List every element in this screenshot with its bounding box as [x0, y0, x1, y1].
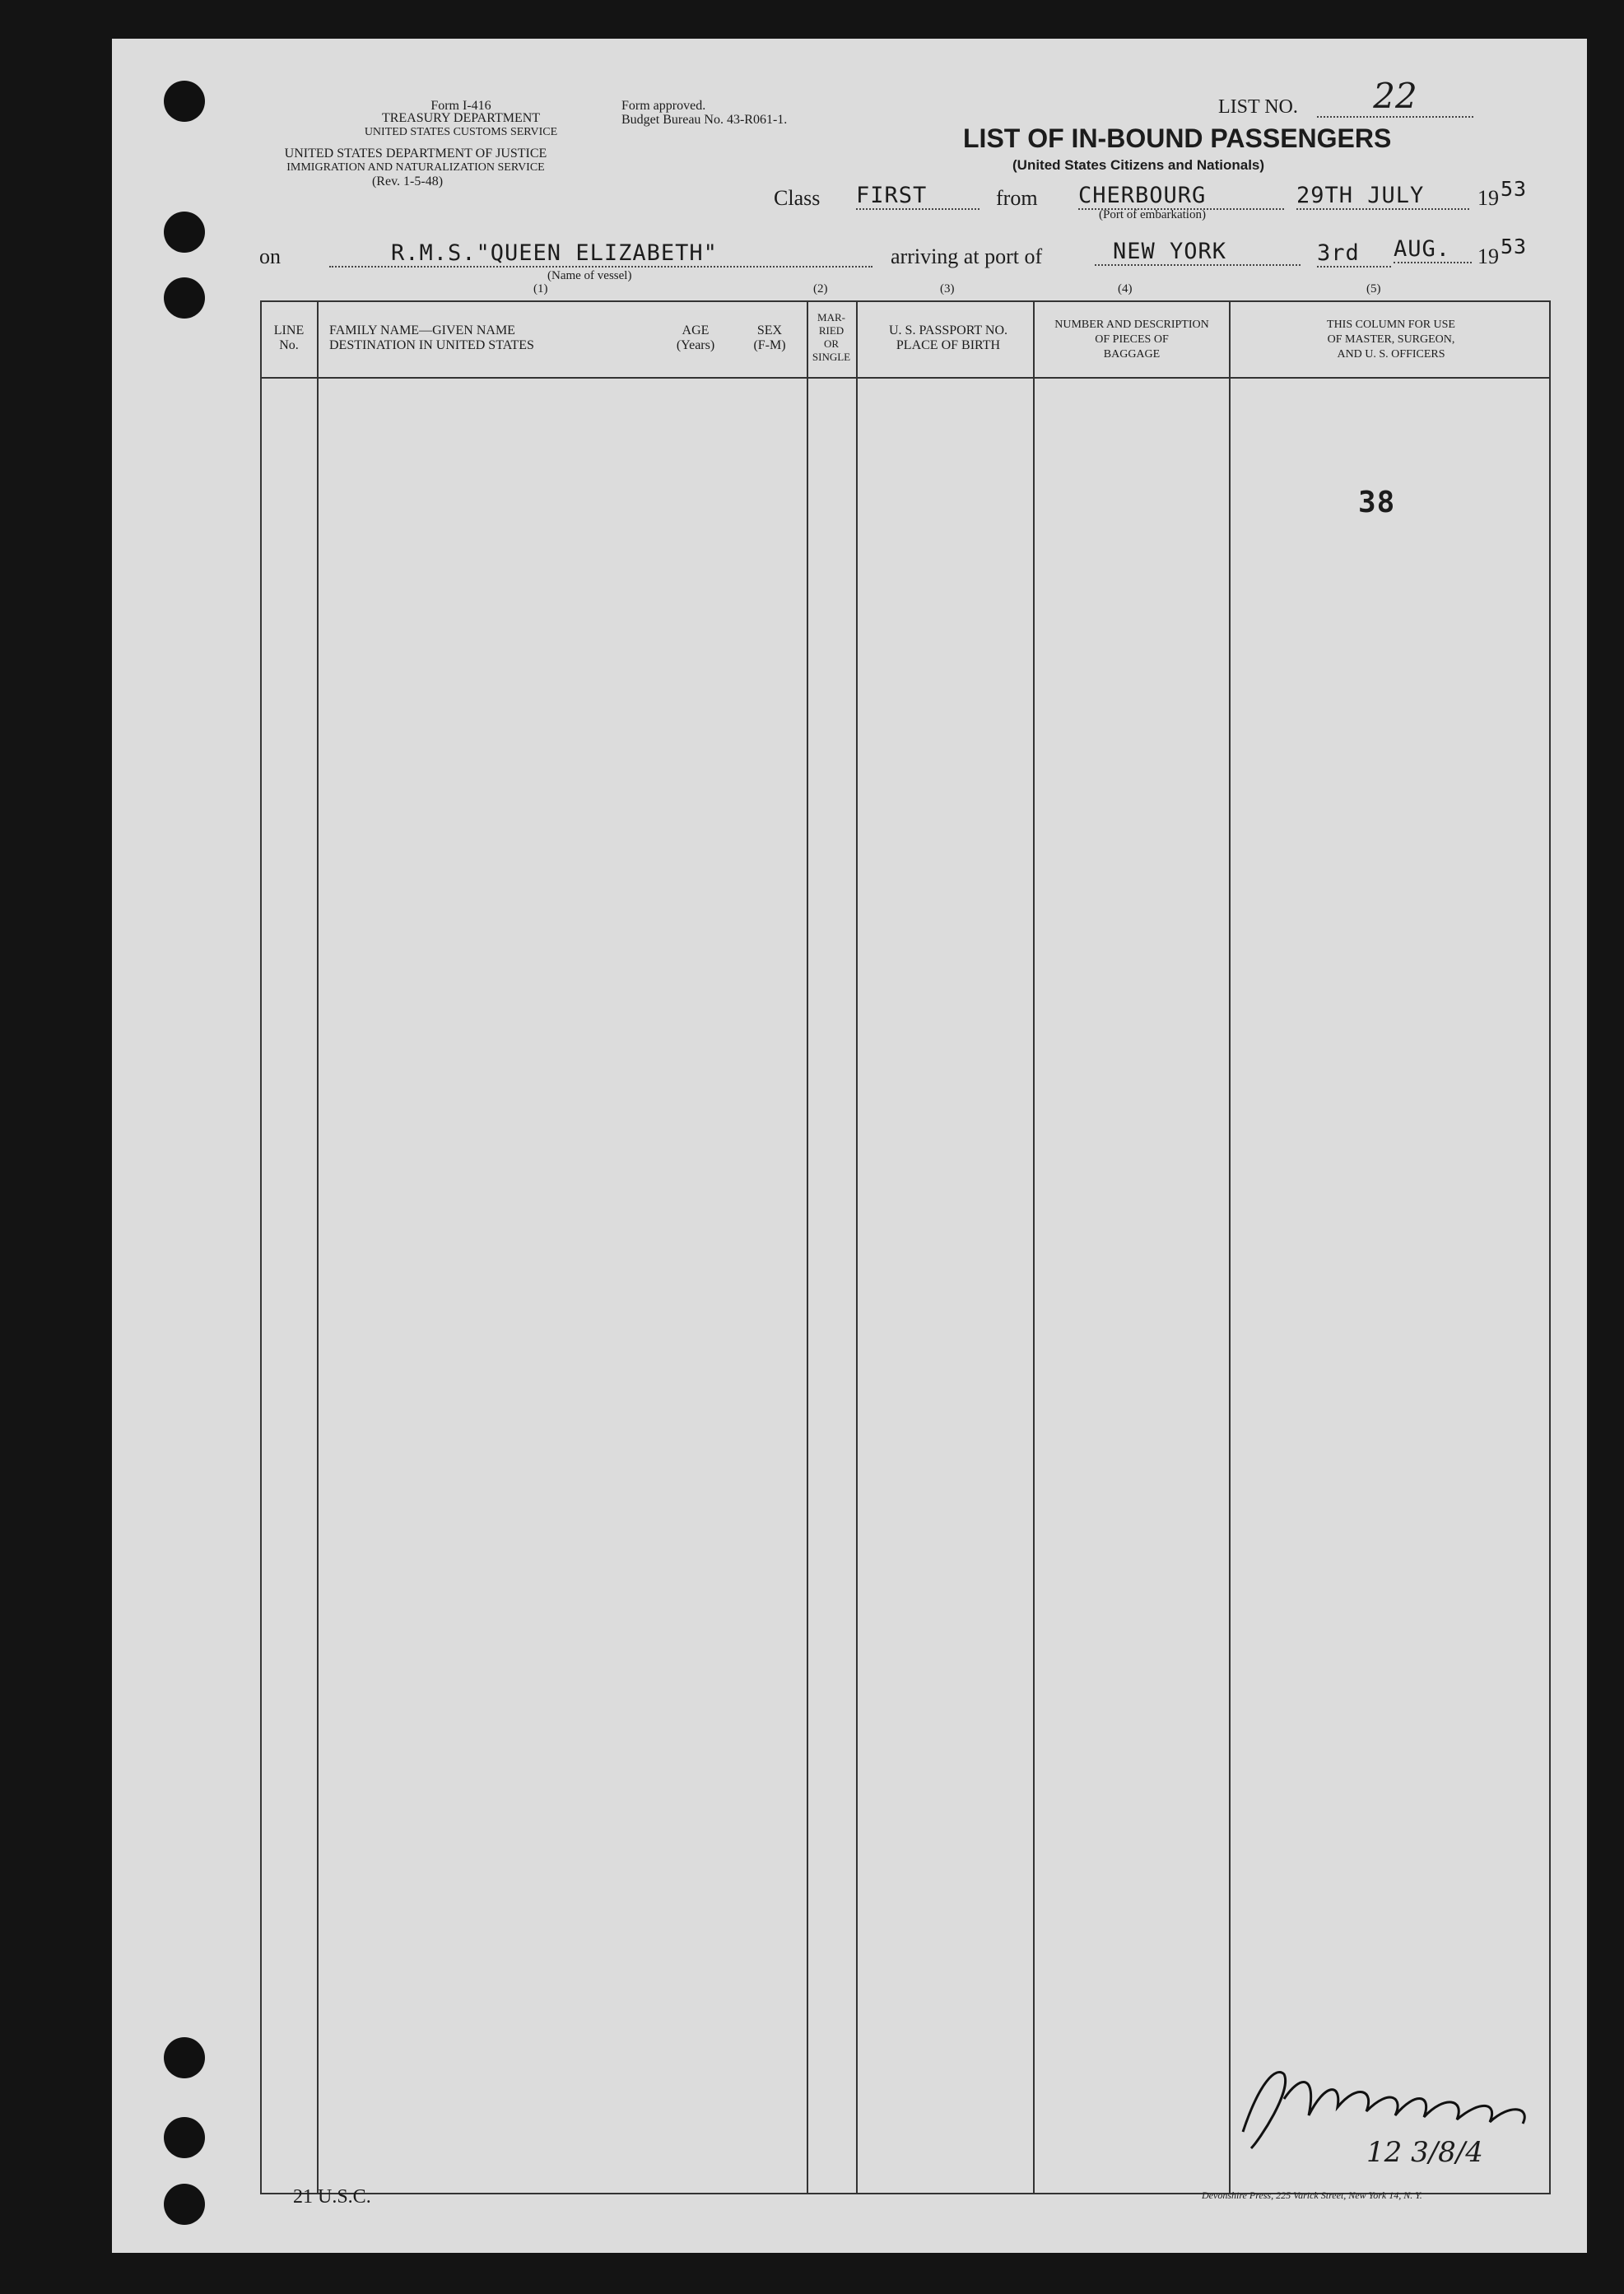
- arrival-month: AUG.: [1394, 236, 1472, 263]
- col-num-5: (5): [1366, 282, 1381, 295]
- arrival-port: NEW YORK: [1095, 239, 1301, 266]
- form-number: Form I-416: [430, 99, 491, 113]
- customs-service: UNITED STATES CUSTOMS SERVICE: [364, 126, 558, 138]
- table-left-border: [260, 300, 262, 2194]
- class-label: Class: [774, 186, 821, 210]
- manifest-title: LIST OF IN-BOUND PASSENGERS: [963, 123, 1392, 153]
- col-divider: [807, 300, 808, 2194]
- binder-hole: [164, 2037, 205, 2078]
- table-header-border: [260, 377, 1551, 379]
- signature-date: 12 3/8/4: [1366, 2136, 1483, 2169]
- vessel-name: R.M.S."QUEEN ELIZABETH": [329, 240, 872, 268]
- year: 53: [1501, 177, 1528, 201]
- header-sex: SEX (F-M): [753, 323, 786, 352]
- header-baggage: NUMBER AND DESCRIPTION OF PIECES OF BAGGAGE: [1054, 319, 1209, 361]
- col-num-1: (1): [533, 282, 548, 295]
- arrival-day: 3rd: [1317, 240, 1391, 268]
- header-line-no: LINE No.: [273, 323, 305, 352]
- from-label: from: [996, 186, 1038, 210]
- binder-hole: [164, 277, 205, 319]
- list-no: 22: [1317, 76, 1473, 118]
- revision: (Rev. 1-5-48): [371, 174, 444, 188]
- justice-department: UNITED STATES DEPARTMENT OF JUSTICE: [284, 147, 547, 161]
- embarkation-caption: (Port of embarkation): [1099, 208, 1206, 221]
- col-num-4: (4): [1118, 282, 1133, 295]
- departure-date: 29TH JULY: [1296, 183, 1469, 210]
- header-passport: U. S. PASSPORT NO. PLACE OF BIRTH: [889, 323, 1007, 352]
- port-of-embarkation: CHERBOURG: [1078, 183, 1284, 210]
- vessel-caption: (Name of vessel): [547, 269, 632, 282]
- header-name: FAMILY NAME—GIVEN NAME DESTINATION IN UNITED STATES: [329, 323, 534, 352]
- naturalization-service: IMMIGRATION AND NATURALIZATION SERVICE: [286, 161, 545, 174]
- col-divider: [1229, 300, 1231, 2194]
- class-value: FIRST: [856, 183, 980, 210]
- col-divider: [317, 300, 319, 2194]
- header-age: AGE (Years): [676, 323, 715, 352]
- manifest-page: [112, 39, 1587, 2253]
- col-divider: [856, 300, 858, 2194]
- arrival-year-prefix: 19: [1477, 244, 1499, 268]
- embark-note-line-14-extra: 38: [1358, 486, 1396, 519]
- year-prefix: 19: [1477, 186, 1499, 210]
- header-officers: THIS COLUMN FOR USE OF MASTER, SURGEON, AND U. S. OFFICERS: [1327, 319, 1455, 361]
- binder-hole: [164, 212, 205, 253]
- binder-hole: [164, 2184, 205, 2225]
- manifest-subtitle: (United States Citizens and Nationals): [1012, 157, 1265, 173]
- on-label: on: [259, 244, 281, 268]
- footer-statute: 21 U.S.C.: [293, 2186, 371, 2208]
- list-no-label: LIST NO.: [1218, 96, 1298, 118]
- table-top-border: [260, 300, 1551, 302]
- binder-hole: [164, 81, 205, 122]
- budget-bureau: Budget Bureau No. 43-R061-1.: [621, 113, 788, 127]
- arrival-year: 53: [1501, 235, 1528, 258]
- table-right-border: [1549, 300, 1551, 2194]
- arriving-label: arriving at port of: [891, 244, 1043, 268]
- footer-printer: Devonshire Press, 225 Varick Street, New York 14, N. Y.: [1202, 2189, 1422, 2201]
- form-approved: Form approved.: [621, 99, 706, 113]
- header-married: MAR- RIED OR SINGLE: [812, 311, 851, 363]
- col-num-3: (3): [940, 282, 955, 295]
- col-num-2: (2): [813, 282, 828, 295]
- binder-hole: [164, 2117, 205, 2158]
- col-divider: [1033, 300, 1035, 2194]
- treasury-department: TREASURY DEPARTMENT: [381, 111, 541, 125]
